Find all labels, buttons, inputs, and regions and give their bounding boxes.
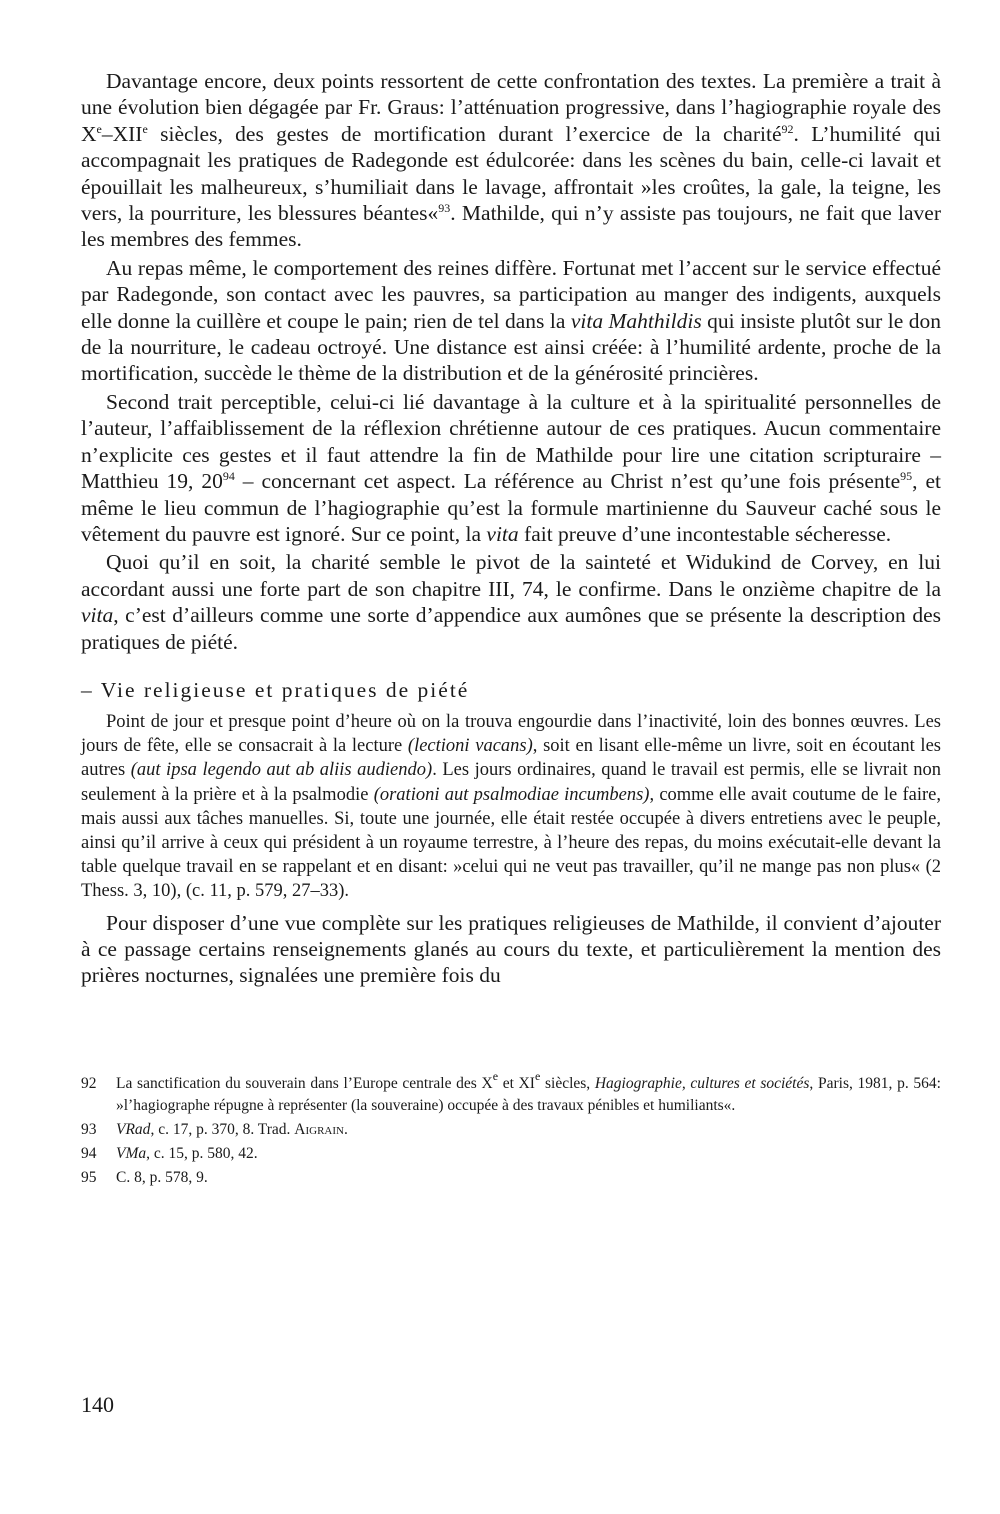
- footnote-95: 95 C. 8, p. 578, 9.: [81, 1168, 208, 1186]
- footnote-ref-95: 95: [900, 469, 913, 484]
- footnote-ref-92: 92: [781, 121, 794, 136]
- paragraph-1: Davantage encore, deux points ressortent de cette confrontation des textes. La première a trait à une évolution bien dégagée par Fr. Graus: l’atténuation progressive, dans l’hagiographie royale des Xe–XIIe siècles, des gestes de mortification durant l’exercice de la charité$^{92}$. L’humilité qui accompagnait les pratiques de Radegonde est édulcorée: dans les scènes du bain, celle-ci lavait et épouillait les malheureux, s’humiliait dans le lavage, affrontait »les croûtes, la gale, la teigne, les vers, la pourriture, les blessures béantes«$^{93}$. Mathilde, qui n’y assiste pas toujours, ne fait que laver les membres des femmes.: [81, 69, 942, 252]
- footnotes: [81, 1068, 941, 1189]
- footnote-gap: [81, 989, 941, 1073]
- footnote-ref-94: 94: [222, 469, 235, 484]
- paragraph-5: Pour disposer d’une vue complète sur les pratiques religieuses de Mathilde, il convient d’ajouter à ce passage certains renseignements glanés au cours du texte, et particulièrement la mention des prières nocturnes, signalées une première fois du: [81, 910, 941, 988]
- footnote-94: 94 VMa, c. 15, p. 580, 42.: [81, 1144, 258, 1162]
- paragraph-4: Quoi qu’il en soit, la charité semble le pivot de la sainteté et Widukind de Corvey, en lui accordant aussi une forte part de son chapitre III, 74, le confirme. Dans le onzième chapitre de la vita, c’est d’ailleurs comme une sorte d’appendice aux aumônes que se présente la description des pratiques de piété.: [81, 550, 941, 654]
- paragraph-2: Au repas même, le comportement des reines diffère. Fortunat met l’accent sur le service effectué par Radegonde, son contact avec les pauvres, sa participation au manger des indigents, auxquels elle donne la cuillère et coupe le pain; rien de tel dans la vita Mahthildis qui insiste plutôt sur le don de la nourriture, le cadeau octroyé. Une distance est ainsi créée: à l’humilité ardente, proche de la mortification, succède le thème de la distribution et de la générosité princières.: [81, 255, 941, 386]
- paragraph-3: Second trait perceptible, celui-ci lié davantage à la culture et à la spiritualité personnelles de l’auteur, l’affaiblissement de la réflexion chrétienne autour de ces pratiques. Aucun commentaire n’explicite ces gestes et il faut attendre la fin de Mathilde pour lire une citation scripturaire – Matthieu 19, $20^{94}$ – concernant cet aspect. La référence au Christ n’est qu’une fois présente$^{95}$, et même le lieu commun de l’hagiographie qu’est la formule martinienne du Sauveur caché sous le vêtement du pauvre est ignoré. Sur ce point, la vita fait preuve d’une incontestable sécheresse.: [81, 389, 941, 546]
- block-quote: Point de jour et presque point d’heure où on la trouva engourdie dans l’inactivité, loin des bonnes œuvres. Les jours de fête, elle se consacrait à la lecture (lectioni vacans), soit en lisant elle-même un livre, soit en écoutant les autres (aut ipsa legendo aut ab aliis audiendo). Les jours ordinaires, quand le travail est permis, elle se livrait non seulement à la prière et à la psalmodie (orationi aut psalmodiae incumbens), comme elle avait coutume de le faire, mais aussi aux tâches manuelles. Si, toute une journée, elle était restée occupée à divers entretiens avec le peuple, ainsi qu’il arrive à ceux qui président à un royaume terrestre, à l’heure des repas, du moins exécutait-elle devant la table quelque travail en se rappelant et en disant: »celui qui ne veut pas travailler, qu’il ne mange pas non plus« (2 Thess. 3, 10), (c. 11, p. 579, 27–33).: [81, 711, 941, 902]
- page-body: [81, 68, 941, 1191]
- page-number: 140: [81, 1392, 114, 1417]
- section-heading: – Vie religieuse et pratiques de piété: [81, 677, 470, 702]
- footnote-93: 93 VRad, c. 17, p. 370, 8. Trad. Aigrain.: [81, 1120, 348, 1138]
- footnote-92: 92 La sanctification du souverain dans l’Europe centrale des Xe et XIe siècles, Hagiographie, cultures et sociétés, Paris, 1981, p. 564: »l’hagiographe répugne à représenter (la souveraine) occupée à des travaux pénibles et humiliants«.: [81, 1068, 941, 1114]
- footnote-ref-93: 93: [438, 201, 451, 216]
